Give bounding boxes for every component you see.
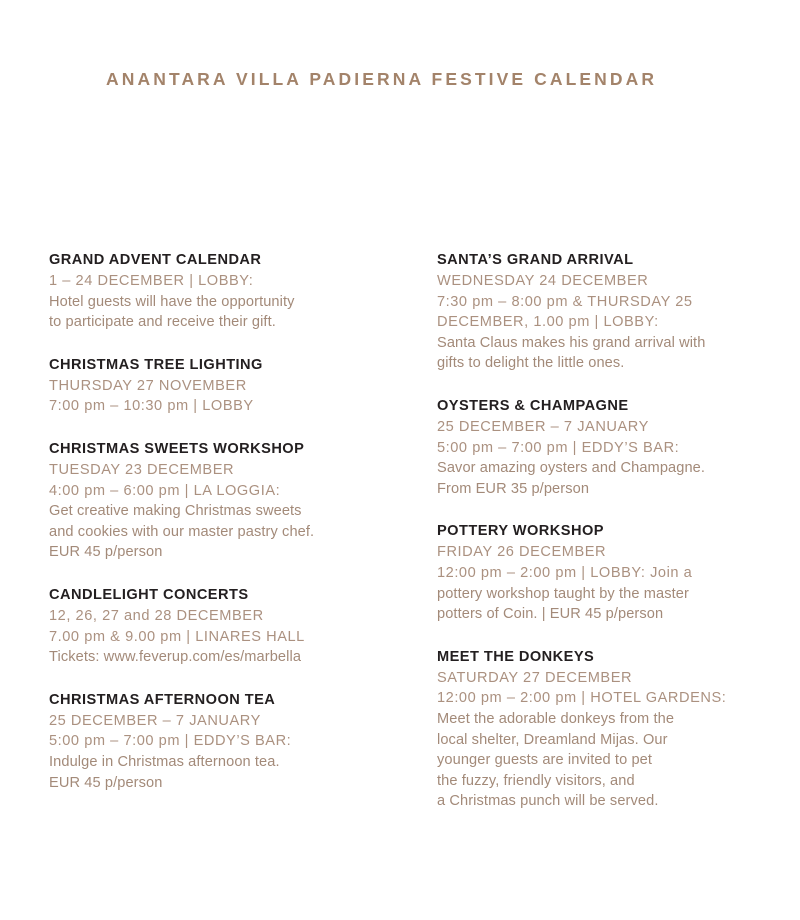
event-schedule-line: FRIDAY 26 DECEMBER <box>437 544 607 561</box>
event-schedule-line: 7:00 pm – 10:30 pm | LOBBY <box>49 398 254 415</box>
event-schedule-line: THURSDAY 27 NOVEMBER <box>49 377 247 394</box>
event-description-line: Hotel guests will have the opportunity <box>49 293 295 310</box>
event-description-line: Indulge in Christmas afternoon tea. <box>49 753 280 770</box>
event-schedule-line: 12:00 pm – 2:00 pm | HOTEL GARDENS: <box>437 690 727 707</box>
event-schedule-line: 25 DECEMBER – 7 JANUARY <box>49 712 261 729</box>
calendar-columns <box>0 250 800 812</box>
event-santa-s-grand-arrival <box>437 250 754 374</box>
event-title: OYSTERS & CHAMPAGNE <box>437 397 629 414</box>
event-schedule-line: 25 DECEMBER – 7 JANUARY <box>437 418 649 435</box>
event-title: GRAND ADVENT CALENDAR <box>49 252 262 268</box>
event-schedule-line: 12, 26, 27 and 28 DECEMBER <box>49 607 264 624</box>
event-description-line: to participate and receive their gift. <box>49 314 276 331</box>
event-schedule-line: 12:00 pm – 2:00 pm | LOBBY: Join a <box>437 564 693 581</box>
event-schedule-line: SATURDAY 27 DECEMBER <box>437 669 633 686</box>
event-schedule-line: TUESDAY 23 DECEMBER <box>49 461 235 478</box>
event-schedule-line: 5:00 pm – 7:00 pm | EDDY’S BAR: <box>437 439 680 456</box>
event-description-line: Tickets: www.feverup.com/es/marbella <box>49 649 302 666</box>
event-meet-the-donkeys <box>437 647 754 812</box>
event-description-line: local shelter, Dreamland Mijas. Our <box>437 731 668 748</box>
event-description-line: Santa Claus makes his grand arrival with <box>437 334 706 351</box>
event-title: SANTA’S GRAND ARRIVAL <box>437 252 634 268</box>
event-oysters-champagne <box>437 396 754 499</box>
event-title: POTTERY WORKSHOP <box>437 523 604 540</box>
event-description-line: pottery workshop taught by the master <box>437 585 689 602</box>
event-title: CHRISTMAS SWEETS WORKSHOP <box>49 440 305 457</box>
event-schedule-line: WEDNESDAY 24 DECEMBER <box>437 273 649 289</box>
event-description-line: EUR 45 p/person <box>49 774 163 791</box>
calendar-column-right <box>370 250 760 812</box>
event-description-line: and cookies with our master pastry chef. <box>49 523 315 540</box>
event-schedule-line: 4:00 pm – 6:00 pm | LA LOGGIA: <box>49 482 281 499</box>
event-description-line: potters of Coin. | EUR 45 p/person <box>437 606 664 623</box>
event-schedule-line: 7.00 pm & 9.00 pm | LINARES HALL <box>49 628 305 645</box>
event-title: MEET THE DONKEYS <box>437 648 595 665</box>
event-schedule-line: 5:00 pm – 7:00 pm | EDDY’S BAR: <box>49 733 292 750</box>
event-description-line: Get creative making Christmas sweets <box>49 503 302 520</box>
event-description-line: Meet the adorable donkeys from the <box>437 710 675 727</box>
calendar-column-left <box>0 250 370 793</box>
event-description-line: a Christmas punch will be served. <box>437 793 659 810</box>
event-title: CHRISTMAS TREE LIGHTING <box>49 356 263 373</box>
page-title: ANANTARA VILLA PADIERNA FESTIVE CALENDAR <box>106 69 658 89</box>
event-description-line: From EUR 35 p/person <box>437 480 590 497</box>
event-christmas-sweets-workshop <box>49 439 364 563</box>
event-description-line: the fuzzy, friendly visitors, and <box>437 772 635 789</box>
event-description-line: EUR 45 p/person <box>49 544 163 561</box>
event-description-line: Savor amazing oysters and Champagne. <box>437 460 706 477</box>
event-description-line: younger guests are invited to pet <box>437 752 653 769</box>
event-description-line: gifts to delight the little ones. <box>437 355 625 372</box>
event-christmas-tree-lighting <box>49 355 364 417</box>
event-title: CHRISTMAS AFTERNOON TEA <box>49 691 276 708</box>
event-title: CANDLELIGHT CONCERTS <box>49 586 249 603</box>
event-schedule-line: DECEMBER, 1.00 pm | LOBBY: <box>437 314 659 331</box>
event-christmas-afternoon-tea <box>49 690 364 793</box>
event-pottery-workshop <box>437 521 754 624</box>
event-schedule-line: 1 – 24 DECEMBER | LOBBY: <box>49 273 254 289</box>
event-schedule-line: 7:30 pm – 8:00 pm & THURSDAY 25 <box>437 293 693 310</box>
event-grand-advent-calendar <box>49 250 364 333</box>
event-candlelight-concerts <box>49 585 364 668</box>
